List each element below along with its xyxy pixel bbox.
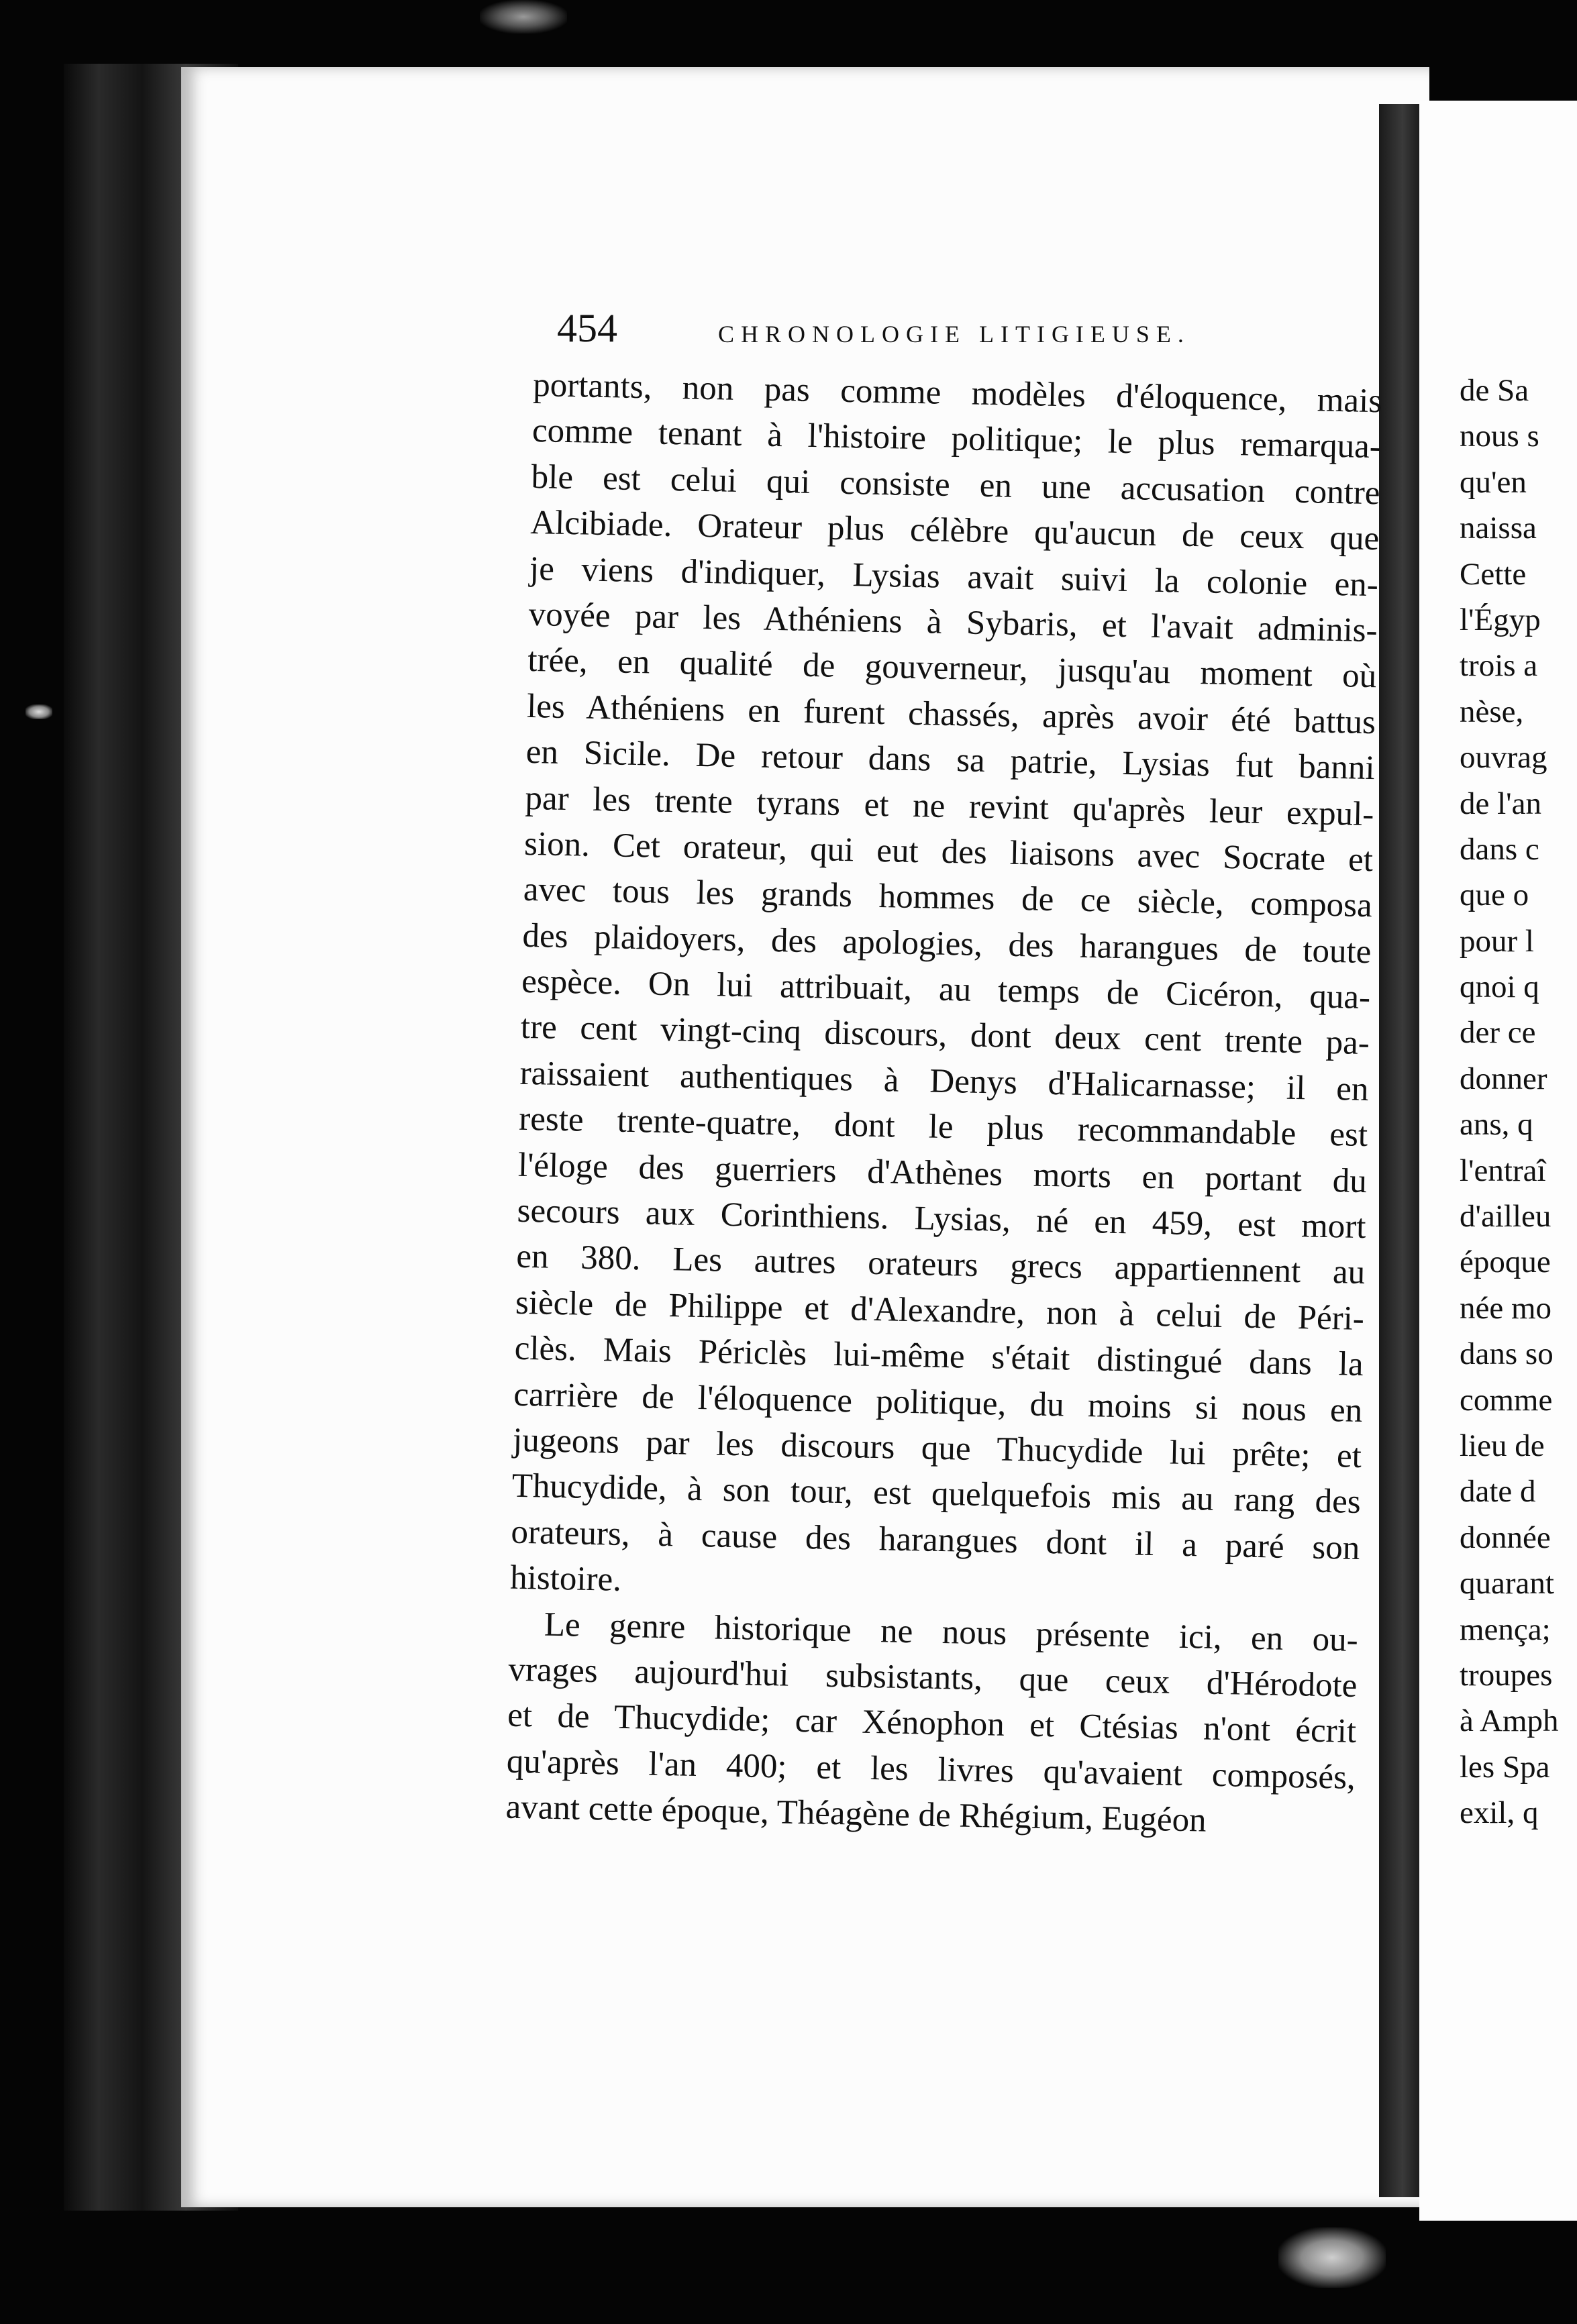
right-page-line: qnoi q <box>1460 969 1539 1005</box>
text-line: ble est celui qui consiste en une accusation contre <box>531 458 1381 513</box>
right-page-line: dans c <box>1460 831 1539 867</box>
text-line: siècle de Philippe et d'Alexandre, non à celui de Péri- <box>515 1283 1365 1338</box>
right-page-line: nous s <box>1460 419 1539 454</box>
text-line: trée, en qualité de gouverneur, jusqu'au moment où <box>527 641 1377 696</box>
text-line: l'éloge des guerriers d'Athènes morts en portant du <box>517 1146 1368 1200</box>
right-page-line: d'ailleu <box>1460 1199 1551 1234</box>
right-page-line: pour l <box>1460 923 1534 959</box>
right-page-line: der ce <box>1460 1015 1536 1051</box>
text-line: jugeons par les discours que Thucydide lui prête; et <box>512 1421 1362 1475</box>
right-page-line: Cette <box>1460 556 1527 592</box>
right-page-line: mença; <box>1460 1612 1551 1647</box>
text-line: comme tenant à l'histoire politique; le plus remarqua- <box>531 412 1382 466</box>
right-page-line: époque <box>1460 1245 1551 1280</box>
right-page-line: donnée <box>1460 1520 1551 1555</box>
text-line: secours aux Corinthiens. Lysias, né en 459, est mort <box>517 1192 1367 1247</box>
text-line: je viens d'indiquer, Lysias avait suivi la colonie en- <box>529 549 1379 604</box>
right-page-line: à Amph <box>1460 1703 1559 1739</box>
text-line: et de Thucydide; car Xénophon et Ctésias n'ont écrit <box>507 1696 1357 1751</box>
text-line: tre cent vingt-cinq discours, dont deux cent trente pa- <box>520 1008 1370 1063</box>
right-page-line: qu'en <box>1460 464 1527 500</box>
right-page-line: de l'an <box>1460 786 1541 821</box>
right-page-line: ouvrag <box>1460 740 1547 776</box>
text-line: par les trente tyrans et ne revint qu'après leur expul- <box>524 779 1374 833</box>
text-line: Le genre historique ne nous présente ici, en ou- <box>544 1605 1359 1659</box>
text-line: voyée par les Athéniens à Sybaris, et l'avait adminis- <box>528 595 1378 650</box>
text-line: en Sicile. De retour dans sa patrie, Lysias fut banni <box>525 733 1376 788</box>
text-line: carrière de l'éloquence politique, du moins si nous en <box>513 1375 1363 1430</box>
text-line: clès. Mais Périclès lui-même s'était distingué dans la <box>514 1329 1364 1384</box>
right-page-line: quarant <box>1460 1566 1554 1601</box>
text-line: Thucydide, à son tour, est quelquefois mis au rang des <box>511 1467 1362 1522</box>
text-line: portants, non pas comme modèles d'éloquence, mais <box>532 366 1382 421</box>
text-line: vrages aujourd'hui subsistants, que ceux d'Hérodote <box>508 1650 1358 1705</box>
text-line: raissaient authentiques à Denys d'Halicarnasse; il en <box>519 1054 1369 1108</box>
right-page-line: troupes <box>1460 1657 1553 1693</box>
right-page-line: naissa <box>1460 511 1537 546</box>
right-page-text-fragment <box>1460 368 1577 1836</box>
scan-speck <box>26 704 52 719</box>
right-page-line: exil, q <box>1460 1795 1539 1831</box>
right-page-line: trois a <box>1460 648 1538 684</box>
right-page-line: les Spa <box>1460 1749 1550 1785</box>
text-line: qu'après l'an 400; et les livres qu'avaient composés, <box>506 1742 1356 1797</box>
right-page-line: date d <box>1460 1474 1536 1510</box>
text-line: en 380. Les autres orateurs grecs appartiennent au <box>515 1238 1366 1292</box>
text-line: histoire. <box>509 1559 622 1599</box>
text-line: les Athéniens en furent chassés, après avoir été battus <box>526 687 1376 741</box>
right-page-line: lieu de <box>1460 1428 1545 1463</box>
right-page-line: que o <box>1460 878 1529 913</box>
right-page-line: de Sa <box>1460 373 1529 408</box>
running-title: CHRONOLOGIE LITIGIEUSE. <box>718 321 1190 348</box>
right-page-line: née mo <box>1460 1290 1552 1326</box>
scan-smudge-bottom <box>1278 2227 1386 2288</box>
right-page-line: dans so <box>1460 1336 1554 1372</box>
right-page-line: l'Égyp <box>1460 602 1541 637</box>
right-page-line: ans, q <box>1460 1107 1533 1143</box>
right-page-line: nèse, <box>1460 694 1524 729</box>
text-line: orateurs, à cause des harangues dont il a paré son <box>510 1513 1360 1567</box>
text-line: Alcibiade. Orateur plus célèbre qu'aucun de ceux que <box>529 504 1380 558</box>
text-line: espèce. On lui attribuait, au temps de Cicéron, qua- <box>521 962 1371 1017</box>
text-line: sion. Cet orateur, qui eut des liaisons avec Socrate et <box>523 825 1374 880</box>
text-line: des plaidoyers, des apologies, des harangues de toute <box>522 916 1372 971</box>
text-line: avec tous les grands hommes de ce siècle, composa <box>523 871 1373 925</box>
text-line: avant cette époque, Théagène de Rhégium, Eugéon <box>505 1788 1207 1840</box>
body-text <box>505 362 1382 1846</box>
scan-smudge-top <box>480 0 567 34</box>
text-line: reste trente-quatre, dont le plus recommandable est <box>518 1100 1368 1155</box>
right-page-line: l'entraî <box>1460 1153 1546 1188</box>
page-header <box>557 305 1372 352</box>
right-page-line: comme <box>1460 1382 1553 1418</box>
right-page-line: donner <box>1460 1061 1547 1096</box>
page-number: 454 <box>557 306 617 350</box>
